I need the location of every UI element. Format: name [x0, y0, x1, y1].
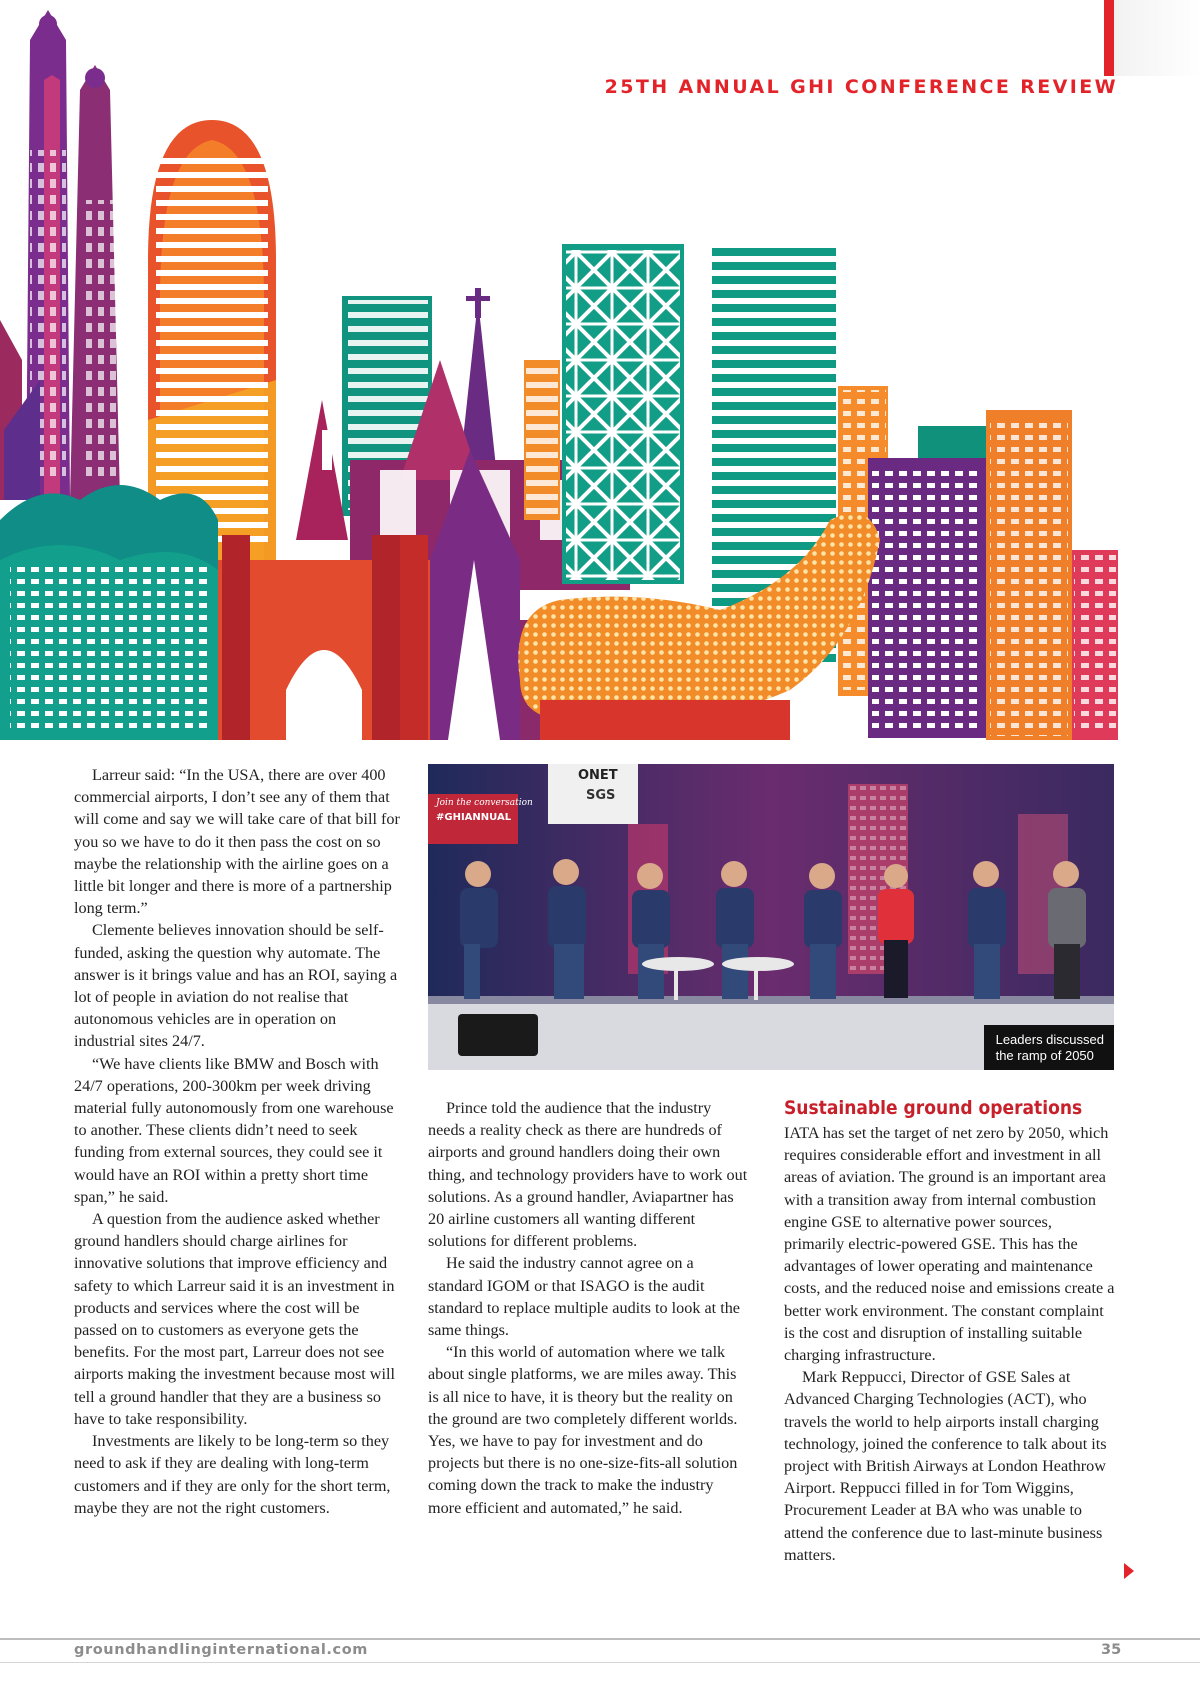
paragraph: Prince told the audience that the industry needs a reality check as there are hundreds of airports and ground handlers doing their own thing, and technology providers have to work out solutions. As a ground handler, Aviapartner has 20 airline customers all wanting different solutions for different problems.: [428, 1099, 748, 1251]
continue-arrow-icon: [1124, 1563, 1134, 1579]
paragraph: Larreur said: “In the USA, there are over 400 commercial airports, I don’t see any of them that will come and say we will take care of that bill for you so we have to do it then pass the cost on so maybe the relationship with the airline goes on a little bit longer and there is more of a partnership long term.”: [74, 766, 400, 918]
caption-line: the ramp of 2050: [995, 1048, 1094, 1063]
paragraph: Mark Reppucci, Director of GSE Sales at Advanced Charging Technologies (ACT), who travels the world to help airports install charging technology, joined the conference to talk about its project with British Airways at London Heathrow Airport. Reppucci filled in for Tom Wiggins, Procurement Leader at BA who was unable to attend the conference due to last-minute business matters.: [784, 1368, 1107, 1564]
caption-line: Leaders discussed: [995, 1032, 1104, 1047]
paragraph: Investments are likely to be long-term so they need to ask if they are dealing with long-term customers and if they are only for the short term, maybe they are not the right customers.: [74, 1432, 391, 1517]
barcelona-skyline-illustration: [0, 0, 1118, 740]
paragraph: He said the industry cannot agree on a standard IGOM or that ISAGO is the audit standard to replace multiple audits to look at the same things.: [428, 1254, 740, 1340]
footer-website: groundhandlinginternational.com: [74, 1642, 369, 1658]
page-number: 35: [1101, 1642, 1122, 1658]
paragraph: A question from the audience asked whether ground handlers should charge airlines for innovative solutions that improve efficiency and safety to which Larreur said it is an investment in products and services where the cost will be passed on to customers as everyone gets the benefits. For the most part, Larreur does not see airports making the investment because most will tell a ground handler that they are a business so have to take responsibility.: [74, 1210, 395, 1428]
arc-de-triomf: [218, 535, 430, 740]
paragraph: Clemente believes innovation should be self-funded, asking the question why automate. The answer is it brings value and has an ROI, saying a lot of people in aviation do not realise that autonomous vehicles are in operation on industrial sites 24/7.: [74, 921, 398, 1051]
paragraph: IATA has set the target of net zero by 2050, which requires considerable effort and investment in all areas of aviation. The ground is an important area with a transition away from internal combustion engine GSE to alternative power sources, primarily electric-powered GSE. This has the advantages of lower operating and maintenance costs, and the reduced noise and emissions create a better work environment. The constant complaint is the cost and disruption of installing suitable charging infrastructure.: [784, 1124, 1115, 1365]
torre-glories: [148, 120, 276, 560]
sagrada-familia: [0, 10, 120, 500]
lattice-tower: [562, 244, 684, 584]
header-gradient: [1114, 0, 1200, 76]
article-column-2: [428, 1097, 750, 1519]
footer-rule-lower: [0, 1662, 1200, 1663]
hashtag-banner-line1: Join the conversation: [436, 798, 533, 808]
article-column-3: [784, 1096, 1116, 1566]
hashtag-banner-line2: #GHIANNUAL: [436, 812, 512, 823]
right-buildings: [838, 386, 1118, 740]
paragraph: “We have clients like BMW and Bosch with 24/7 operations, 200-300km per week driving material fully autonomously from one warehouse to another. These clients didn’t need to seek funding from external sources, they could see it would have an ROI within a pretty short time span,” he said.: [74, 1054, 394, 1206]
paragraph: “In this world of automation where we talk about single platforms, we are miles away. This is all nice to have, it is theory but the reality on the ground are two completely different worlds. Yes, we have to pay for investment and do projects but there is no one-size-fits-all solution coming down the track to make the industry more efficient and automated,” he said.: [428, 1343, 738, 1517]
section-title: 25TH ANNUAL GHI CONFERENCE REVIEW: [604, 76, 1118, 98]
section-subheading: Sustainable ground operations: [784, 1097, 1083, 1119]
casa-batllo: [0, 485, 218, 740]
footer-rule: [0, 1638, 1200, 1640]
sponsor-logo-onet: ONET: [578, 768, 618, 783]
panel-discussion-photo: [428, 764, 1114, 1070]
article-column-1: [74, 764, 400, 1519]
photo-caption: [984, 1025, 1114, 1070]
sponsor-logo-sgs: SGS: [586, 788, 616, 803]
